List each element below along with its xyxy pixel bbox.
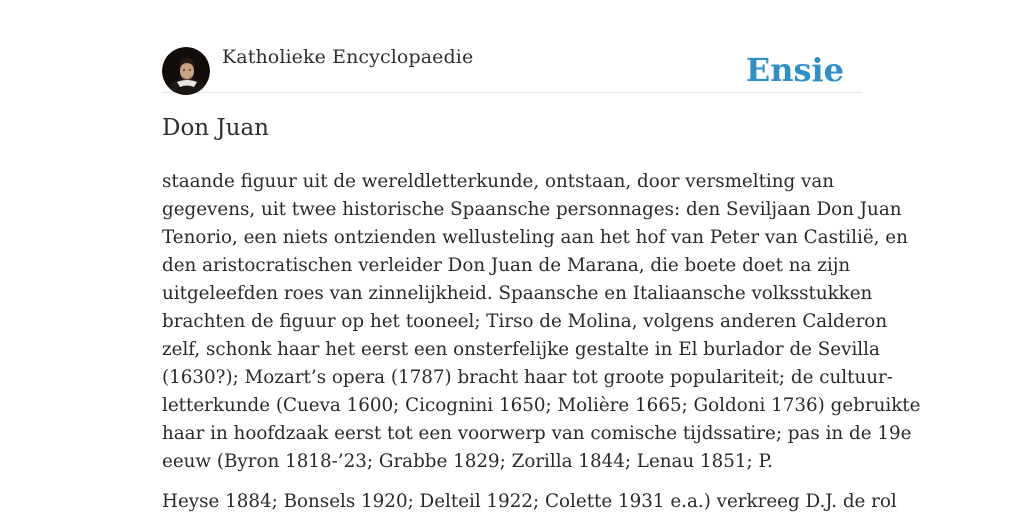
paragraph-line: letterkunde (Cueva 1600; Cicognini 1650; Molière 1665; Goldoni 1736) gebruikte [162, 395, 921, 416]
article-paragraph [162, 488, 897, 512]
paragraph-line: gegevens, uit twee historische Spaansche personnages: den Seviljaan Don Juan [162, 199, 902, 220]
paragraph-line: zelf, schonk haar het eerst een onsterfelijke gestalte in El burlador de Sevilla [162, 339, 880, 360]
paragraph-line: den aristocratischen verleider Don Juan de Marana, die boete doet na zijn [162, 255, 851, 276]
paragraph-line: eeuw (Byron 1818-’23; Grabbe 1829; Zorilla 1844; Lenau 1851; P. [162, 451, 773, 472]
paragraph-line: uitgeleefden roes van zinnelijkheid. Spaansche en Italiaansche volksstukken [162, 283, 873, 304]
paragraph-line: Heyse 1884; Bonsels 1920; Delteil 1922; Colette 1931 e.a.) verkreeg D.J. de rol [162, 491, 897, 512]
source-title[interactable]: Katholieke Encyclopaedie [222, 46, 474, 68]
article-title: Don Juan [162, 115, 269, 141]
paragraph-line: Tenorio, een niets ontzienden wellusteling aan het hof van Peter van Castilië, en [162, 227, 908, 248]
paragraph-line: staande figuur uit de wereldletterkunde, ontstaan, door versmelting van [162, 171, 835, 192]
paragraph-line: (1630?); Mozart’s opera (1787) bracht haar tot groote populariteit; de cultuur- [162, 367, 893, 388]
article-body [162, 168, 921, 512]
article-paragraph [162, 168, 921, 476]
brand-logo[interactable]: Ensie [745, 51, 844, 89]
site-header [162, 44, 862, 93]
paragraph-line: brachten de figuur op het tooneel; Tirso de Molina, volgens anderen Calderon [162, 311, 888, 332]
paragraph-line: haar in hoofdzaak eerst tot een voorwerp van comische tijdssatire; pas in de 19e [162, 423, 912, 444]
portrait-avatar-icon[interactable] [162, 47, 210, 95]
